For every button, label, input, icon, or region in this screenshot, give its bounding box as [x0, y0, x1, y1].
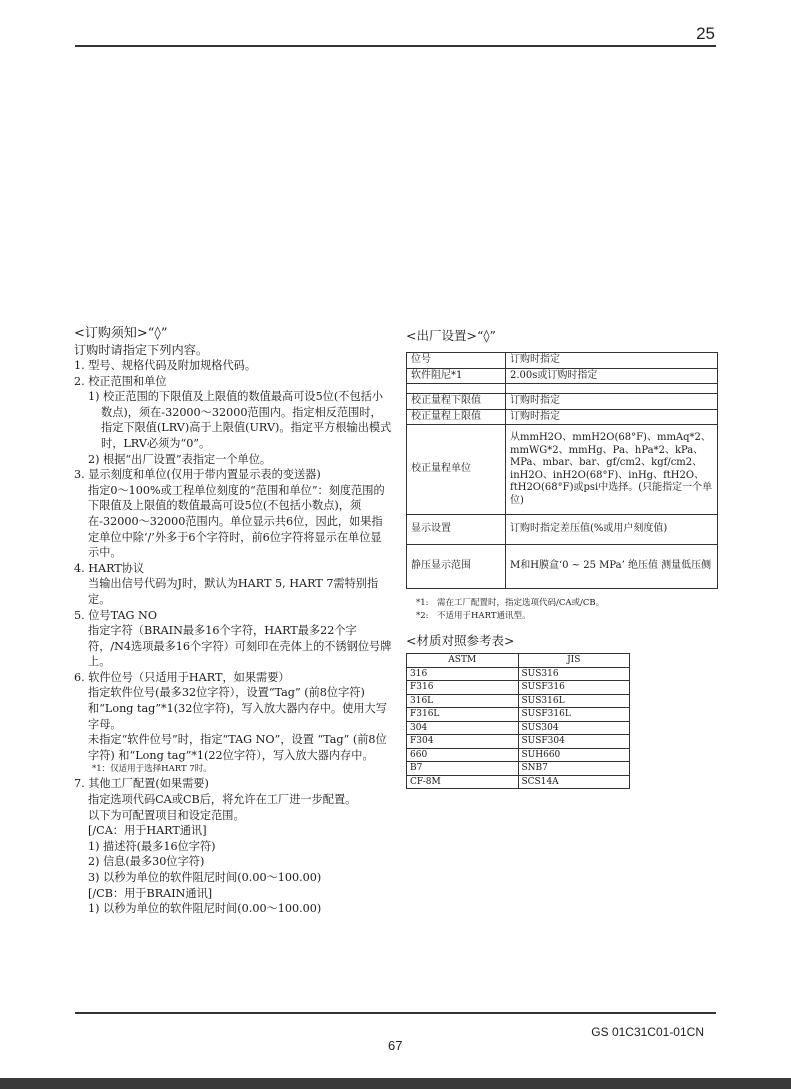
factory-settings-row [407, 545, 718, 589]
top-rule [75, 45, 716, 47]
materials-title: <材质对照参考表> [406, 633, 515, 648]
materials-astm-cell: 316 [407, 667, 519, 681]
materials-jis-cell: SUSF316 [518, 681, 630, 695]
materials-row [407, 667, 630, 681]
materials-jis-cell: SNB7 [518, 762, 630, 776]
ordering-notes-line: 未指定“软件位号”时，指定“TAG NO”，设置 “Tag” (前8位字符) 和“Long tag”*1(22位字符），写入放大器内存中。 [88, 733, 387, 762]
factory-setting-value: 从mmH2O、mmH2O(68°F)、mmAq*2、mmWG*2、mmHg、Pa、hPa*2、kPa、MPa、mbar、bar、gf/cm2、kgf/cm2、inH2O、inH2O(68°F)、inHg、ftH2O、ftH2O(68°F)或psi中选择。(只能指定一个单位) [506, 425, 718, 515]
materials-jis-cell: SUH660 [518, 748, 630, 762]
factory-setting-key: 校正量程上限值 [407, 409, 506, 425]
factory-setting-key: 校正量程下限值 [407, 394, 506, 410]
factory-setting-key: 位号 [407, 353, 506, 369]
materials-row [407, 762, 630, 776]
materials-astm-cell: B7 [407, 762, 519, 776]
factory-note-2: *2: 不适用于HART通讯型。 [416, 611, 531, 621]
materials-jis-cell: SUSF316L [518, 708, 630, 722]
ordering-notes-line: *1：仅适用于选择HART 7时。 [92, 764, 212, 775]
materials-row [407, 694, 630, 708]
ordering-notes-line: 指定选项代码CA或CB后，将允许在工厂进一步配置。 [88, 793, 357, 807]
factory-settings-row [407, 409, 718, 425]
factory-settings-row [407, 425, 718, 515]
ordering-notes-line: 7. 其他工厂配置(如果需要) [74, 777, 209, 791]
factory-note-1: *1: 需在工厂配置时，指定选项代码/CA或/CB。 [416, 598, 605, 608]
materials-row [407, 681, 630, 695]
factory-settings-title: <出厂设置>“◊” [406, 328, 496, 343]
materials-astm-cell: F316L [407, 708, 519, 722]
ordering-notes-body [74, 358, 392, 917]
ordering-notes-line: 指定字符（BRAIN最多16个字符，HART最多22个字符，/N4选项最多16个字符）可刻印在壳体上的不锈钢位号牌上。 [88, 624, 392, 669]
bottom-rule [75, 1012, 716, 1014]
ordering-notes-line: [/CB：用于BRAIN通讯] [88, 886, 213, 900]
ordering-notes-line: 1. 型号、规格代码及附加规格代码。 [74, 359, 257, 372]
ordering-notes-line: 2) 根据“出厂设置”表指定一个单位。 [88, 452, 272, 466]
materials-astm-cell: F316 [407, 681, 519, 695]
ordering-notes-line: 2. 校正范围和单位 [74, 374, 167, 388]
materials-row [407, 735, 630, 749]
factory-setting-key [407, 384, 506, 394]
materials-row [407, 775, 630, 789]
ordering-notes-subtitle: 订购时请指定下列内容。 [74, 343, 209, 357]
ordering-notes-line: 6. 软件位号（只适用于HART，如果需要） [74, 670, 290, 684]
materials-table [406, 653, 630, 789]
ordering-notes-line: 2) 信息(最多30位字符) [88, 855, 205, 869]
materials-jis-cell: SUS316L [518, 694, 630, 708]
document-code: GS 01C31C01-01CN [591, 1025, 704, 1039]
ordering-notes-line: [/CA：用于HART通讯] [88, 824, 207, 838]
factory-setting-key: 软件阻尼*1 [407, 368, 506, 384]
page-number-bottom: 67 [388, 1038, 403, 1053]
ordering-notes-line: 以下为可配置项目和设定范围。 [88, 808, 245, 822]
factory-settings-row [407, 368, 718, 384]
ordering-notes-line: 3. 显示刻度和单位(仅用于带内置显示表的变送器) [74, 468, 321, 482]
factory-settings-row [407, 515, 718, 545]
materials-astm-cell: F304 [407, 735, 519, 749]
factory-settings-row [407, 353, 718, 369]
ordering-notes-line: 当输出信号代码为J时，默认为HART 5, HART 7需特别指定。 [88, 577, 379, 606]
factory-settings-row [407, 384, 718, 394]
factory-setting-value: 2.00s或订购时指定 [506, 368, 718, 384]
ordering-notes-line: 1) 以秒为单位的软件阻尼时间(0.00～100.00) [88, 902, 322, 916]
factory-setting-value: 订购时指定差压值(%或用户刻度值) [506, 515, 718, 545]
materials-jis-cell: SUSF304 [518, 735, 630, 749]
ordering-notes-line: 5. 位号TAG NO [74, 608, 157, 622]
materials-jis-cell: SCS14A [518, 775, 630, 789]
factory-setting-value: 订购时指定 [506, 409, 718, 425]
ordering-notes-line: 4. HART协议 [74, 561, 145, 575]
materials-jis-cell: SUS304 [518, 721, 630, 735]
materials-row [407, 721, 630, 735]
factory-setting-value: M和H膜盒‘0 ~ 25 MPa’ 绝压值 测量低压侧 [506, 545, 718, 589]
factory-setting-key: 校正量程单位 [407, 425, 506, 515]
materials-row [407, 708, 630, 722]
factory-setting-value: 订购时指定 [506, 353, 718, 369]
factory-setting-value [506, 384, 718, 394]
ordering-notes-line: 指定软件位号(最多32位字符），设置“Tag” (前8位字符)和“Long tag”*1(32位字符)，写入放大器内存中。使用大写字母。 [88, 686, 387, 731]
page-number-top: 25 [696, 24, 715, 43]
factory-setting-key: 静压显示范围 [407, 545, 506, 589]
factory-settings-table [406, 352, 718, 589]
materials-astm-cell: 304 [407, 721, 519, 735]
factory-settings-row [407, 394, 718, 410]
ordering-notes-title: <订购须知>“◊” [74, 326, 168, 341]
ordering-notes [74, 325, 392, 917]
materials-astm-cell: 660 [407, 748, 519, 762]
viewer-bottom-bar [0, 1078, 791, 1089]
factory-setting-key: 显示设置 [407, 515, 506, 545]
materials-row [407, 748, 630, 762]
ordering-notes-line: 3) 以秒为单位的软件阻尼时间(0.00～100.00) [88, 871, 322, 884]
materials-header-jis: JIS [518, 654, 630, 668]
materials-astm-cell: CF-8M [407, 775, 519, 789]
materials-jis-cell: SUS316 [518, 667, 630, 681]
materials-astm-cell: 316L [407, 694, 519, 708]
right-column [406, 328, 718, 789]
factory-setting-value: 订购时指定 [506, 394, 718, 410]
ordering-notes-line: 指定0～100%或工程单位刻度的“范围和单位”：刻度范围的下限值及上限值的数值最高可设5位(不包括小数点)，须在-32000～32000范围内。单位显示共6位，因此，如果指定单位中除‘/’外多于6个字符时，前6位字符将显示在单位显示中。 [88, 483, 385, 560]
ordering-notes-line: 1) 校正范围的下限值及上限值的数值最高可设5位(不包括小数点)，须在-32000～32000范围内。指定相反范围时，指定下限值(LRV)高于上限值(URV)。指定平方根输出模式时，LRV必须为“0”。 [88, 390, 392, 450]
ordering-notes-line: 1) 描述符(最多16位字符) [88, 839, 216, 853]
materials-header-astm: ASTM [407, 654, 519, 668]
